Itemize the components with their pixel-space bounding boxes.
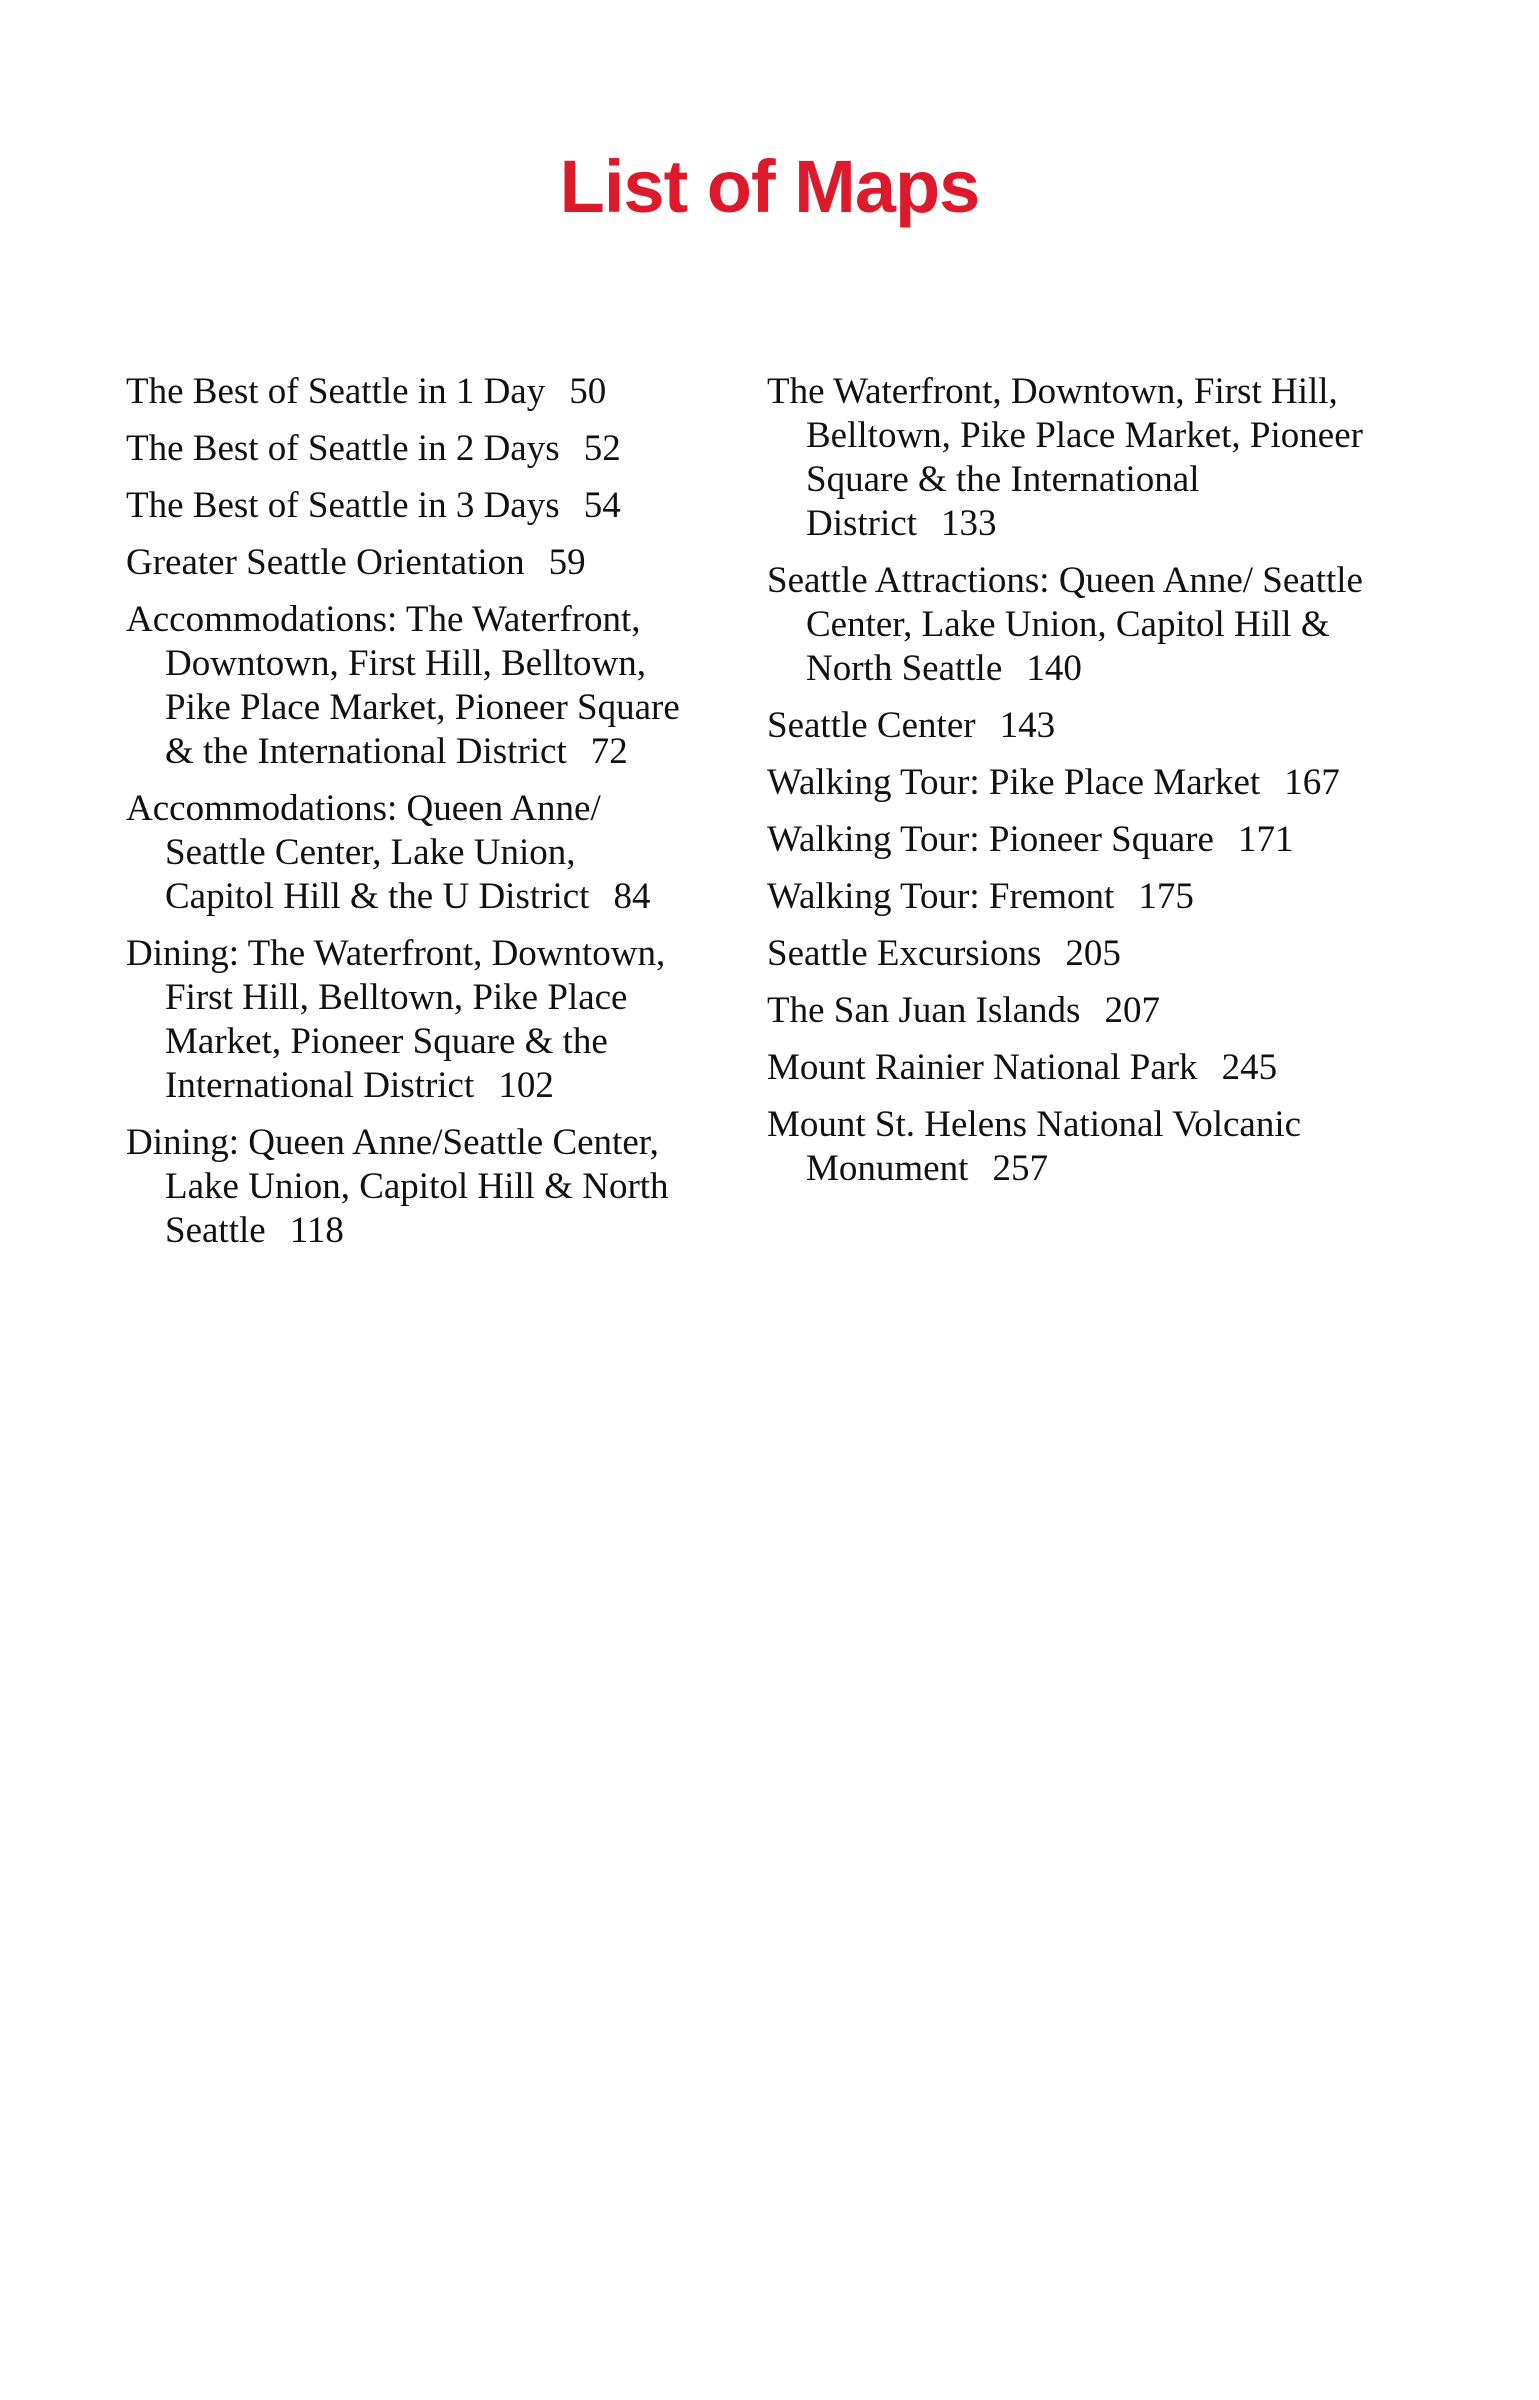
- map-page-number: 175: [1138, 876, 1194, 917]
- map-entry: [767, 989, 1387, 1033]
- map-page-number: 257: [992, 1148, 1048, 1189]
- map-title: Walking Tour: Pioneer Square: [767, 819, 1214, 860]
- map-title: Dining: Queen Anne/Seattle Center, Lake Union, Capitol Hill & North Seattle: [126, 1122, 669, 1251]
- map-page-number: 207: [1104, 990, 1160, 1031]
- maps-list-left-column: [126, 370, 686, 1266]
- map-title: Seattle Center: [767, 705, 976, 746]
- map-entry: [767, 875, 1387, 919]
- map-title: The Waterfront, Downtown, First Hill, Belltown, Pike Place Market, Pioneer Square & the International District: [767, 371, 1363, 544]
- map-entry: [126, 1121, 686, 1253]
- map-entry: [767, 1046, 1387, 1090]
- map-page-number: 84: [613, 876, 651, 917]
- map-entry: [767, 932, 1387, 976]
- map-title: Accommodations: The Waterfront, Downtown, First Hill, Belltown, Pike Place Market, Pioneer Square & the International District: [126, 599, 680, 772]
- map-entry: [126, 541, 686, 585]
- map-page-number: 171: [1237, 819, 1294, 860]
- map-page-number: 72: [590, 731, 628, 772]
- map-title: Mount St. Helens National Volcanic Monument: [767, 1104, 1302, 1189]
- map-title: The Best of Seattle in 3 Days: [126, 485, 560, 526]
- map-page-number: 102: [498, 1065, 554, 1106]
- map-entry: [126, 598, 686, 774]
- map-page-number: 52: [583, 428, 621, 469]
- map-page-number: 245: [1221, 1047, 1278, 1088]
- map-title: The Best of Seattle in 1 Day: [126, 371, 546, 412]
- map-page-number: 205: [1065, 933, 1121, 974]
- maps-list-right-column: [767, 370, 1387, 1204]
- map-title: The Best of Seattle in 2 Days: [126, 428, 560, 469]
- map-page-number: 118: [289, 1210, 344, 1251]
- map-title: Greater Seattle Orientation: [126, 542, 525, 583]
- map-title: Seattle Attractions: Queen Anne/ Seattle Center, Lake Union, Capitol Hill & North Seattle: [767, 560, 1363, 689]
- map-page-number: 140: [1026, 648, 1082, 689]
- map-page-number: 59: [548, 542, 586, 583]
- map-page-number: 143: [999, 705, 1056, 746]
- map-title: Seattle Excursions: [767, 933, 1042, 974]
- map-entry: [126, 427, 686, 471]
- map-title: Walking Tour: Fremont: [767, 876, 1115, 917]
- map-page-number: 133: [941, 503, 997, 544]
- map-entry: [767, 559, 1387, 691]
- map-entry: [767, 761, 1387, 805]
- map-entry: [126, 370, 686, 414]
- map-entry: [126, 787, 686, 919]
- map-title: The San Juan Islands: [767, 990, 1081, 1031]
- map-page-number: 167: [1284, 762, 1340, 803]
- map-entry: [126, 932, 686, 1108]
- map-entry: [767, 818, 1387, 862]
- map-entry: [767, 370, 1387, 546]
- map-entry: [126, 484, 686, 528]
- map-title: Dining: The Waterfront, Downtown, First Hill, Belltown, Pike Place Market, Pioneer Square & the International District: [126, 933, 666, 1106]
- map-title: Walking Tour: Pike Place Market: [767, 762, 1261, 803]
- map-entry: [767, 704, 1387, 748]
- map-title: Mount Rainier National Park: [767, 1047, 1198, 1088]
- page-title: List of Maps: [559, 145, 980, 228]
- map-page-number: 50: [569, 371, 607, 412]
- map-entry: [767, 1103, 1387, 1191]
- map-title: Accommodations: Queen Anne/ Seattle Center, Lake Union, Capitol Hill & the U District: [126, 788, 601, 917]
- map-page-number: 54: [583, 485, 621, 526]
